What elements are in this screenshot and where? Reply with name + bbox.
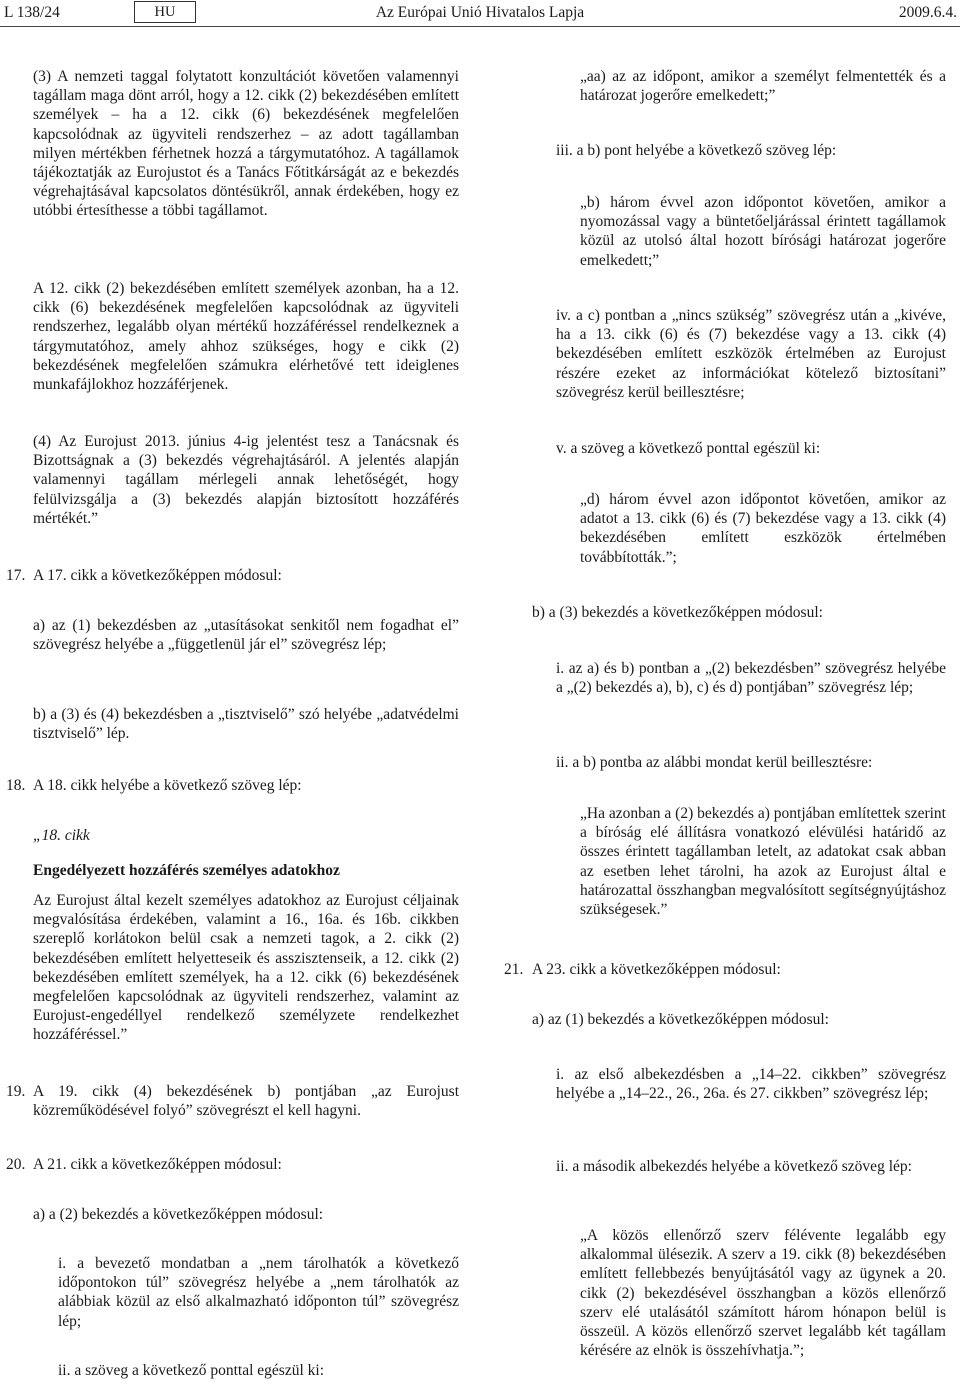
item-21-a-ii: ii. a második albekezdés helyébe a következő szöveg lép: bbox=[556, 1158, 912, 1175]
item-number-19: 19. bbox=[6, 1083, 26, 1100]
item-20-text: A 21. cikk a következőképpen módosul: bbox=[33, 1156, 282, 1173]
item-20-b-quote: „Ha azonban a (2) bekezdés a) pontjában említettek szerint a bíróság elé állításra vonatkozó elévülési határidő az összes érintett tagállamban letelt, az adatokat csak abban az esetben lehet tárolni, ha azok az Eurojust által e határozattal összhangban megvalósított segítségnyújtáshoz szükségesek.” bbox=[580, 805, 946, 919]
paragraph-4: (4) Az Eurojust 2013. június 4-ig jelentést tesz a Tanácsnak és Bizottságnak a (3) bekezdés végrehajtásáról. A jelentés alapján valamennyi tagállam mérlegeli annak lehetőségét, hogy felülvizsgálja a (3) bekezdés alapján biztosított hozzáférés mértékét.” bbox=[33, 433, 459, 527]
page-header bbox=[0, 0, 960, 27]
paragraph-3: (3) A nemzeti taggal folytatott konzultációt követően valamennyi tagállam maga dönt arról, hogy a 12. cikk (2) bekezdésében említett személyek – ha a 12. cikk (6) bekezdésének megfelelően kapcsolódnak az ügyviteli rendszerhez – az adott tagállamban milyen mértékben férhetnek hozzá a tárgymutatóhoz. A tagállamok tájékoztatják az Eurojustot és a Tanács Főtitkárságát az e bekezdés végrehajtásával kapcsolatos döntésükről, annak érdekében, hogy ez utóbbi értesíthesse a többi tagállamot. bbox=[33, 68, 459, 220]
point-d-quote: „d) három évvel azon időpontot követően, amikor az adatot a 13. cikk (6) és (7) bekezdése vagy a 13. cikk (4) bekezdésében említett eszközök értelmében továbbították.”; bbox=[580, 491, 946, 566]
article-18-title: Engedélyezett hozzáférés személyes adatokhoz bbox=[33, 862, 340, 879]
item-21-a: a) az (1) bekezdés a következőképpen módosul: bbox=[532, 1011, 829, 1028]
item-number-21: 21. bbox=[504, 961, 524, 978]
language-badge: HU bbox=[134, 1, 196, 23]
item-20-a-i: i. a bevezető mondatban a „nem tárolhatók a következő időpontokon túl” szövegrész helyébe a „nem tárolhatók az alábbiak közül az első alkalmazható időponton túl” szövegrész lép; bbox=[58, 1255, 459, 1330]
item-20-b: b) a (3) bekezdés a következőképpen módosul: bbox=[532, 604, 823, 621]
item-number-18: 18. bbox=[6, 777, 26, 794]
item-18-text: A 18. cikk helyébe a következő szöveg lép: bbox=[33, 777, 302, 794]
item-number-20: 20. bbox=[6, 1156, 26, 1173]
journal-title: Az Európai Unió Hivatalos Lapja bbox=[375, 4, 585, 21]
publication-date: 2009.6.4. bbox=[898, 4, 957, 21]
item-20-b-i: i. az a) és b) pontban a „(2) bekezdésben” szövegrész helyébe a „(2) bekezdés a), b), c) és d) pontjában” szövegrész lép; bbox=[556, 660, 946, 697]
point-b-quote: „b) három évvel azon időpontot követően, amikor a nyomozással vagy a büntetőeljárással érintett tagállamok közül az utolsó által hozott bírósági határozat jogerőre emelkedett;” bbox=[580, 194, 946, 269]
item-21-text: A 23. cikk a következőképpen módosul: bbox=[532, 961, 781, 978]
item-17-text: A 17. cikk a következőképpen módosul: bbox=[33, 567, 282, 584]
item-19-text: A 19. cikk (4) bekezdésének b) pontjában „az Eurojust közreműködésével folyó” szövegrészt el kell hagyni. bbox=[33, 1083, 459, 1120]
item-17-a: a) az (1) bekezdésben az „utasításokat senkitől nem fogadhat el” szövegrész helyébe a „függetlenül jár el” szövegrész lép; bbox=[33, 617, 459, 654]
article-18-text: Az Eurojust által kezelt személyes adatokhoz az Eurojust céljainak megvalósítása érdekében, valamint a 16., 16a. és 16b. cikkben szereplő korlátokon belül csak a nemzeti tagok, a 2. cikk (2) bekezdésében említett helyetteseik és asszisztenseik, a 12. cikk (2) bekezdésében említett személyek, ha a 12. cikk (6) bekezdésének megfelelően kapcsolódnak az ügyviteli rendszerhez, valamint az Eurojust-engedéllyel rendelkező személyzete rendelkezhet hozzáféréssel.” bbox=[33, 892, 459, 1044]
paragraph-3-continued: A 12. cikk (2) bekezdésében említett személyek azonban, ha a 12. cikk (6) bekezdésének megfelelően kapcsolódnak az ügyviteli rendszerhez, legalább olyan mértékű hozzáféréssel rendelkeznek a tárgymutatóhoz, amely ahhoz szükséges, hogy e cikk (2) bekezdésének megfelelően számukra elérhetővé tett ideiglenes munkafájlokhoz hozzáférjenek. bbox=[33, 280, 459, 394]
item-21-quote: „A közös ellenőrző szerv félévente legalább egy alkalommal ülésezik. A szerv a 19. cikk (8) bekezdésében említett fellebbezés benyújtásától vagy az ügynek a 20. cikk (2) bekezdésével összhangban a közös ellenőrző szerv elé utalásától számított három hónapon belül is összeül. A közös ellenőrző szervet legalább két tagállam kérésére az elnök is összehívhatja.”; bbox=[580, 1227, 946, 1360]
item-number-17: 17. bbox=[6, 567, 26, 584]
item-iv: iv. a c) pontban a „nincs szükség” szövegrész után a „kivéve, ha a 13. cikk (6) és (7) bekezdése vagy a 13. cikk (4) bekezdésében említett eszközök értelmében az Eurojust részére ezeket az információkat kötelező biztosítani” szövegrész kerül beillesztésre; bbox=[556, 307, 946, 401]
item-21-a-i: i. az első albekezdésben a „14–22. cikkben” szövegrész helyébe a „14–22., 26., 26a. és 27. cikkben” szövegrész lép; bbox=[556, 1066, 946, 1103]
item-v: v. a szöveg a következő ponttal egészül ki: bbox=[556, 440, 821, 457]
item-iii: iii. a b) pont helyébe a következő szöveg lép: bbox=[556, 142, 837, 159]
page-reference: L 138/24 bbox=[4, 4, 60, 21]
item-20-a-ii: ii. a szöveg a következő ponttal egészül ki: bbox=[58, 1362, 324, 1379]
item-17-b: b) a (3) és (4) bekezdésben a „tisztviselő” szó helyébe „adatvédelmi tisztviselő” lép. bbox=[33, 706, 459, 743]
item-20-b-ii: ii. a b) pontba az alábbi mondat kerül beillesztésre: bbox=[556, 754, 873, 771]
article-18-reference: „18. cikk bbox=[33, 827, 90, 844]
item-20-a: a) a (2) bekezdés a következőképpen módosul: bbox=[33, 1206, 324, 1223]
point-aa-quote: „aa) az az időpont, amikor a személyt felmentették és a határozat jogerőre emelkedett;” bbox=[580, 68, 946, 105]
